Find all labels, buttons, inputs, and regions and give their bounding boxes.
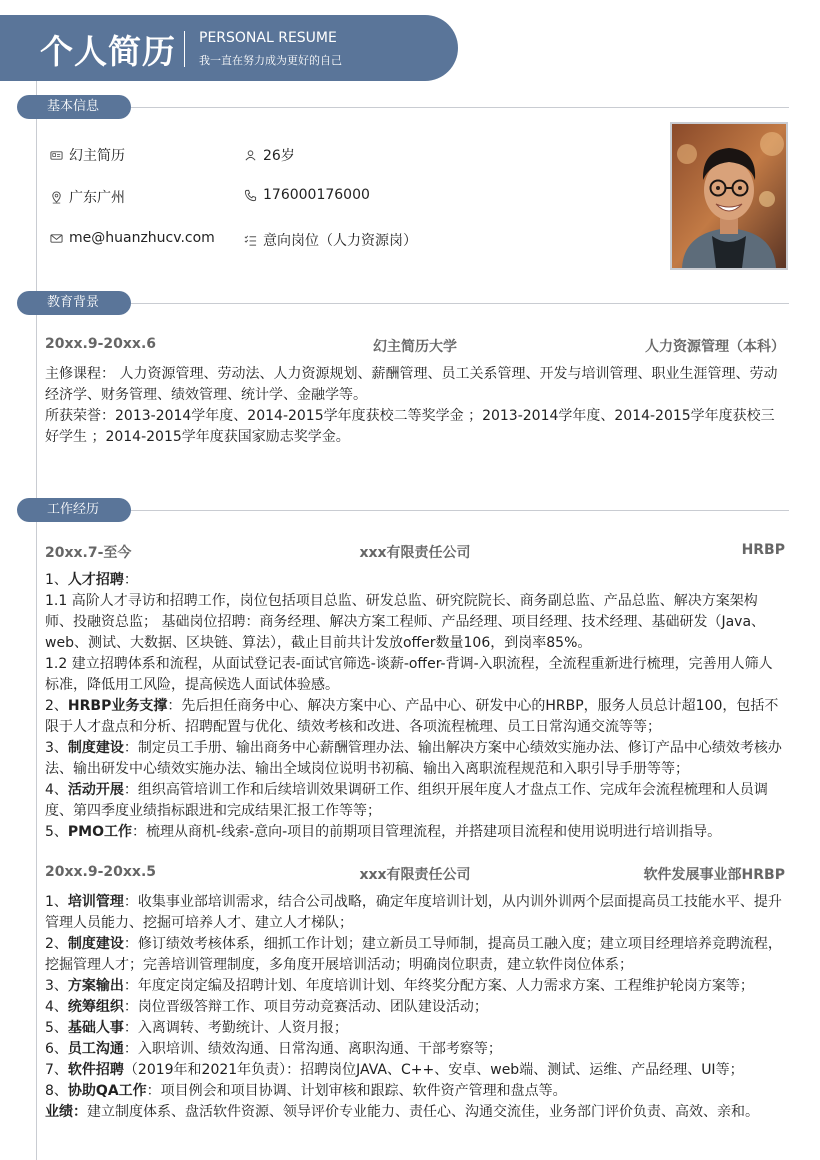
resume-tagline: 我一直在努力成为更好的自己	[199, 54, 342, 67]
education-school: 幻主简历大学	[373, 339, 457, 355]
location-pin-icon	[50, 191, 63, 204]
age-value: 26岁	[263, 148, 295, 164]
intent-value: 意向岗位（人力资源岗）	[263, 233, 417, 249]
job-line: 业绩：建立制度体系、盘活软件资源、领导评价专业能力、责任心、沟通交流佳，业务部门评价负责、高效、亲和。	[45, 1104, 759, 1120]
education-honors: 所获荣誉：2013-2014学年度、2014-2015学年度获校二等奖学金 ；2013-2014学年度、2014-2015学年度获校三好学生 ；2014-2015学年度获国家励志奖学金。	[45, 408, 775, 445]
education-courses: 主修课程： 人力资源管理、劳动法、人力资源规划、薪酬管理、员工关系管理、开发与培训管理、职业生涯管理、劳动经济学、财务管理、绩效管理、统计学、金融学等。	[45, 366, 778, 403]
timeline-line	[36, 80, 37, 1160]
info-name	[50, 145, 125, 165]
job-role: 软件发展事业部HRBP	[643, 867, 785, 883]
job-description	[45, 892, 785, 1123]
info-email	[50, 230, 215, 246]
job-line: 5、PMO工作：梳理从商机-线索-意向-项目的前期项目管理流程，并搭建项目流程和使用说明进行培训指导。	[45, 824, 722, 840]
resume-title: 个人简历	[40, 32, 176, 71]
education-header	[45, 336, 785, 356]
education-major: 人力资源管理（本科）	[645, 339, 785, 355]
job-line: 1、培训管理：收集事业部培训需求，结合公司战略，确定年度培训计划，从内训外训两个层面提高员工技能水平、提升管理人员能力、挖掘可培养人才、建立人才梯队；	[45, 894, 782, 931]
job-line: 1.2 建立招聘体系和流程，从面试登记表-面试官筛选-谈薪-offer-背调-入职流程，全流程重新进行梳理，完善用人筛人标准，降低用工风险，提高候选人面试体验感。	[45, 656, 773, 693]
job-line: 5、基础人事：入离调转、考勤统计、人资月报；	[45, 1020, 348, 1036]
section-divider	[131, 510, 789, 511]
job-line: 4、活动开展：组织高管培训工作和后续培训效果调研工作、组织开展年度人才盘点工作、完成年会流程梳理和人员调度、第四季度业绩指标跟进和完成结果汇报工作等等；	[45, 782, 768, 819]
info-intent	[244, 230, 417, 250]
info-age	[244, 145, 295, 165]
phone-value: 176000176000	[263, 187, 370, 203]
mail-icon	[50, 232, 63, 245]
email-value: me@huanzhucv.com	[69, 230, 215, 246]
person-icon	[244, 149, 257, 162]
job-line: 6、员工沟通：入职培训、绩效沟通、日常沟通、离职沟通、干部考察等；	[45, 1041, 502, 1057]
banner-divider	[184, 31, 185, 67]
resume-subtitle: PERSONAL RESUME	[199, 30, 337, 46]
checklist-icon	[244, 234, 257, 247]
profile-photo	[670, 122, 788, 270]
job-description	[45, 570, 785, 843]
job-line: 8、协助QA工作：项目例会和项目协调、计划审核和跟踪、软件资产管理和盘点等。	[45, 1083, 567, 1099]
header-banner	[0, 15, 458, 81]
info-phone	[244, 187, 370, 203]
section-work: 工作经历	[17, 498, 131, 522]
job-line: 2、HRBP业务支撑：先后担任商务中心、解决方案中心、产品中心、研发中心的HRBP，服务人员总计超100，包括不限于人才盘点和分析、招聘配置与优化、绩效考核和改进、各项流程梳理、员工日常沟通交流等等；	[45, 698, 779, 735]
location-value: 广东广州	[69, 190, 125, 206]
job-period: 20xx.9-20xx.5	[45, 864, 157, 880]
job-line: 1.1 高阶人才寻访和招聘工作，岗位包括项目总监、研发总监、研究院院长、商务副总监、产品总监、解决方案架构师、投融资总监； 基础岗位招聘：商务经理、解决方案工程师、产品经理、项目经理、技术经理、基础研发（Java、web、测试、大数据、区块链、算法），截止目前共计发放offer数量106，到岗率85%。	[45, 593, 766, 651]
job-line: 1、人才招聘：	[45, 572, 138, 588]
job-role: HRBP	[741, 542, 785, 558]
id-card-icon	[50, 149, 63, 162]
education-period: 20xx.9-20xx.6	[45, 336, 157, 352]
info-location	[50, 187, 125, 207]
job-company: xxx有限责任公司	[359, 545, 471, 561]
name-value: 幻主简历	[69, 148, 125, 164]
job-period: 20xx.7-至今	[45, 545, 132, 561]
phone-icon	[244, 189, 257, 202]
job-line: 7、软件招聘（2019年和2021年负责）：招聘岗位JAVA、C++、安卓、web端、测试、运维、产品经理、UI等；	[45, 1062, 744, 1078]
education-details	[45, 364, 785, 448]
job-line: 4、统筹组织：岗位晋级答辩工作、项目劳动竞赛活动、团队建设活动；	[45, 999, 488, 1015]
section-divider	[131, 303, 789, 304]
section-basic-info: 基本信息	[17, 95, 131, 119]
job-line: 3、方案输出：年度定岗定编及招聘计划、年度培训计划、年终奖分配方案、人力需求方案、工程维护轮岗方案等；	[45, 978, 754, 994]
job-header	[45, 864, 785, 884]
job-header	[45, 542, 785, 562]
job-line: 3、制度建设：制定员工手册、输出商务中心薪酬管理办法、输出解决方案中心绩效实施办法、修订产品中心绩效考核办法、输出研发中心绩效实施办法、输出全域岗位说明书初稿、输出入离职流程规范和入职引导手册等等；	[45, 740, 782, 777]
section-education: 教育背景	[17, 291, 131, 315]
job-company: xxx有限责任公司	[359, 867, 471, 883]
job-line: 2、制度建设：修订绩效考核体系，细抓工作计划；建立新员工导师制，提高员工融入度；建立项目经理培养竞聘流程，挖掘管理人才；完善培训管理制度，多角度开展培训活动；明确岗位职责，建立软件岗位体系；	[45, 936, 782, 973]
section-divider	[131, 107, 789, 108]
